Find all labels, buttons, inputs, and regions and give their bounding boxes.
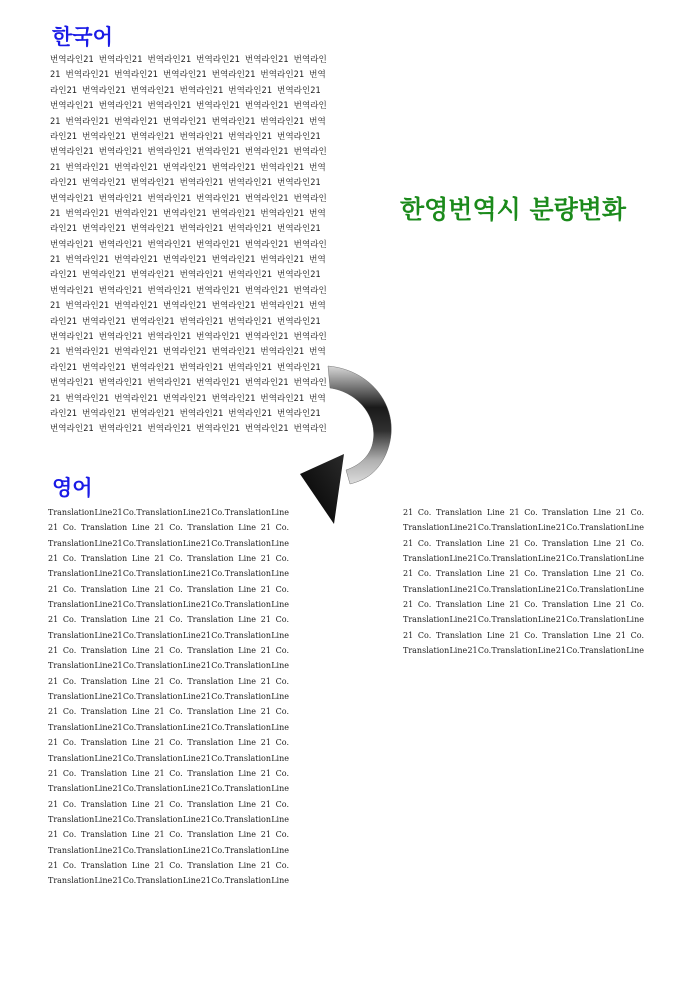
korean-text-line: 라인21 번역라인21 번역라인21 번역라인21 번역라인21 번역라인21 [50,85,321,96]
english-text-line: 21 Co. Translation Line 21 Co. Translation Line 21 Co. [48,554,289,564]
korean-text-line: 21 번역라인21 번역라인21 번역라인21 번역라인21 번역라인21 번역 [50,347,326,358]
english-text-line: 21 Co. Translation Line 21 Co. Translation Line 21 Co. [48,860,289,870]
korean-text-line: 번역라인21 번역라인21 번역라인21 번역라인21 번역라인21 번역라인 [50,147,327,158]
korean-text-line: 라인21 번역라인21 번역라인21 번역라인21 번역라인21 번역라인21 [50,408,321,419]
korean-text-line: 라인21 번역라인21 번역라인21 번역라인21 번역라인21 번역라인21 [50,224,321,235]
english-text-line: 21 Co. Translation Line 21 Co. Translation Line 21 Co. [48,799,289,809]
english-text-line: Translation Line 21 Co. Translation Line 21 Co. Translation Line [48,630,289,640]
english-text-line: Translation Line 21 Co. Translation Line 21 Co. Translation Line [403,615,644,625]
english-text-line: Translation Line 21 Co. Translation Line 21 Co. Translation Line [48,569,289,579]
english-text-line: 21 Co. Translation Line 21 Co. Translation Line 21 Co. [48,646,289,656]
korean-text-line: 번역라인21 번역라인21 번역라인21 번역라인21 번역라인21 번역라인 [50,55,327,65]
korean-text-line: 번역라인21 번역라인21 번역라인21 번역라인21 번역라인21 번역라인 [50,101,327,112]
english-text-line: 21 Co. Translation Line 21 Co. Translation Line 21 Co. [48,707,289,717]
korean-text-line: 21 번역라인21 번역라인21 번역라인21 번역라인21 번역라인21 번역 [50,70,326,81]
korean-text-line: 번역라인21 번역라인21 번역라인21 번역라인21 번역라인21 번역라인 [50,285,327,296]
english-text-line: Translation Line 21 Co. Translation Line 21 Co. Translation Line [48,753,289,763]
english-text-line: 21 Co. Translation Line 21 Co. Translation Line 21 Co. [48,830,289,840]
english-text-line: 21 Co. Translation Line 21 Co. Translation Line 21 Co. [48,738,289,748]
korean-text-line: 라인21 번역라인21 번역라인21 번역라인21 번역라인21 번역라인21 [50,131,321,142]
english-text-line: 21 Co. Translation Line 21 Co. Translation Line 21 Co. [403,569,644,579]
english-text-line: Translation Line 21 Co. Translation Line 21 Co. Translation Line [48,814,289,824]
english-text-line: 21 Co. Translation Line 21 Co. Translation Line 21 Co. [403,538,644,548]
korean-text-line: 21 번역라인21 번역라인21 번역라인21 번역라인21 번역라인21 번역 [50,116,326,127]
korean-text-line: 번역라인21 번역라인21 번역라인21 번역라인21 번역라인21 번역라인 [50,424,327,435]
english-text-block-left [48,505,289,889]
english-text-block-right [403,505,644,658]
korean-text-line: 21 번역라인21 번역라인21 번역라인21 번역라인21 번역라인21 번역 [50,301,326,312]
korean-heading: 한국어 [52,25,113,49]
korean-text-line: 21 번역라인21 번역라인21 번역라인21 번역라인21 번역라인21 번역 [50,208,326,219]
korean-text-block [50,53,327,438]
english-heading: 영어 [52,476,93,500]
english-text-line: Translation Line 21 Co. Translation Line 21 Co. Translation Line [403,554,644,564]
english-text-line: Translation Line 21 Co. Translation Line 21 Co. Translation Line [48,538,289,548]
english-text-line: Translation Line 21 Co. Translation Line 21 Co. Translation Line [48,661,289,671]
english-text-line: Translation Line 21 Co. Translation Line 21 Co. Translation Line [48,600,289,610]
curved-arrow-icon [296,362,396,527]
korean-text-line: 번역라인21 번역라인21 번역라인21 번역라인21 번역라인21 번역라인 [50,193,327,204]
english-text-line: Translation Line 21 Co. Translation Line 21 Co. Translation Line [403,584,644,594]
korean-text-line: 21 번역라인21 번역라인21 번역라인21 번역라인21 번역라인21 번역 [50,162,326,173]
english-text-line: Translation Line 21 Co. Translation Line 21 Co. Translation Line [48,845,289,855]
korean-text-line: 번역라인21 번역라인21 번역라인21 번역라인21 번역라인21 번역라인 [50,378,327,389]
english-text-line: Translation Line 21 Co. Translation Line 21 Co. Translation Line [48,508,289,517]
korean-text-line: 21 번역라인21 번역라인21 번역라인21 번역라인21 번역라인21 번역 [50,393,326,404]
english-text-line: 21 Co. Translation Line 21 Co. Translation Line 21 Co. [403,630,644,640]
english-text-line: 21 Co. Translation Line 21 Co. Translation Line 21 Co. [403,508,644,517]
korean-text-line: 번역라인21 번역라인21 번역라인21 번역라인21 번역라인21 번역라인 [50,239,327,250]
english-text-line: Translation Line 21 Co. Translation Line 21 Co. Translation Line [48,876,289,886]
side-title: 한영번역시 분량변화 [400,195,627,224]
english-text-line: 21 Co. Translation Line 21 Co. Translation Line 21 Co. [48,615,289,625]
english-text-line: 21 Co. Translation Line 21 Co. Translation Line 21 Co. [403,600,644,610]
english-text-line: Translation Line 21 Co. Translation Line 21 Co. Translation Line [403,523,644,533]
korean-text-line: 라인21 번역라인21 번역라인21 번역라인21 번역라인21 번역라인21 [50,270,321,281]
english-text-line: Translation Line 21 Co. Translation Line 21 Co. Translation Line [48,722,289,732]
english-text-line: Translation Line 21 Co. Translation Line 21 Co. Translation Line [48,692,289,702]
english-text-line: 21 Co. Translation Line 21 Co. Translation Line 21 Co. [48,676,289,686]
korean-text-line: 21 번역라인21 번역라인21 번역라인21 번역라인21 번역라인21 번역 [50,255,326,266]
korean-text-line: 라인21 번역라인21 번역라인21 번역라인21 번역라인21 번역라인21 [50,316,321,327]
english-text-line: 21 Co. Translation Line 21 Co. Translation Line 21 Co. [48,584,289,594]
english-text-line: 21 Co. Translation Line 21 Co. Translation Line 21 Co. [48,523,289,533]
english-text-line: Translation Line 21 Co. Translation Line 21 Co. Translation Line [48,784,289,794]
korean-text-line: 라인21 번역라인21 번역라인21 번역라인21 번역라인21 번역라인21 [50,178,321,189]
english-text-line: 21 Co. Translation Line 21 Co. Translation Line 21 Co. [48,768,289,778]
english-text-line: Translation Line 21 Co. Translation Line 21 Co. Translation Line [403,646,644,656]
korean-text-line: 번역라인21 번역라인21 번역라인21 번역라인21 번역라인21 번역라인 [50,332,327,343]
korean-text-line: 라인21 번역라인21 번역라인21 번역라인21 번역라인21 번역라인21 [50,362,321,373]
